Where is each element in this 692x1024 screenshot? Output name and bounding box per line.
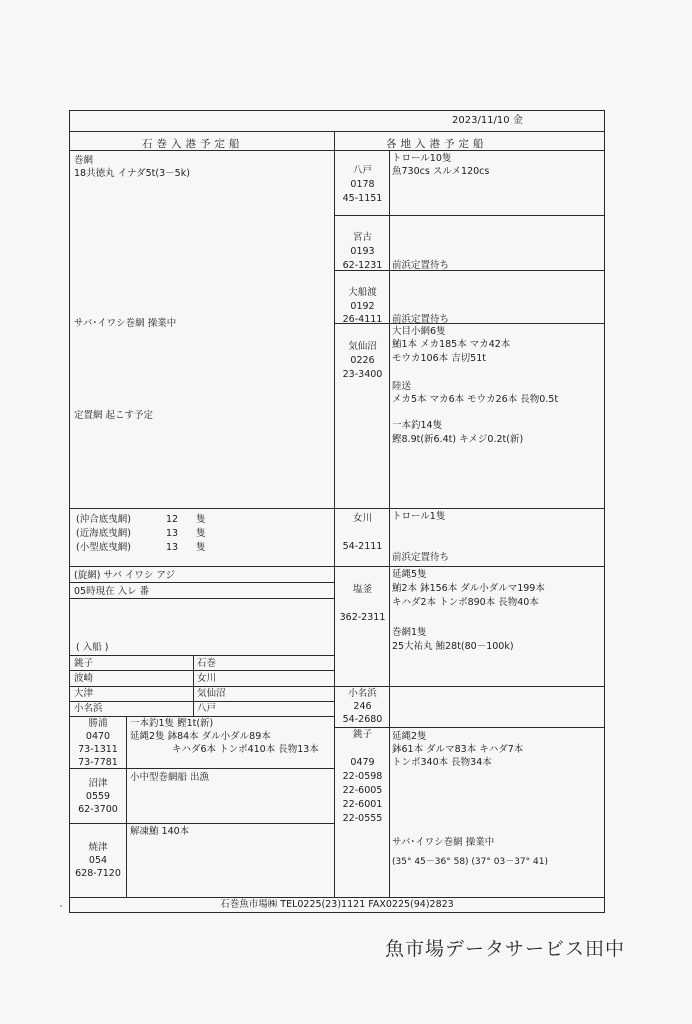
nyusen-from: 銚子 [74, 658, 94, 669]
port-name: 沼津 [88, 778, 108, 789]
port-detail: 25大祐丸 鮪28t(80－100k) [392, 641, 514, 652]
port-row-line [334, 566, 605, 567]
left-row-line [69, 823, 335, 824]
port-phone: 22-0555 [342, 813, 383, 824]
left-row-line [69, 566, 335, 567]
port-detail: メカ5本 マカ6本 モウカ26本 長物0.5t [392, 394, 559, 405]
port-detail: 小中型巻網船 出漁 [130, 772, 210, 783]
port-detail: トンボ340本 長物34本 [392, 757, 492, 768]
port-name: 宮古 [352, 232, 372, 243]
port-detail: 一本釣1隻 鰹1t(新) [130, 718, 214, 729]
nyusen-to: 石巻 [197, 658, 217, 669]
port-phone: 628-7120 [75, 868, 121, 879]
port-name: 勝浦 [88, 718, 108, 729]
left-row-line [69, 701, 335, 702]
nyusen-to: 女川 [197, 673, 217, 684]
port-name: 小名浜 [348, 688, 377, 699]
trawl-name: (沖合底曳網) [76, 514, 131, 525]
port-detail: 魚730cs スルメ120cs [392, 166, 490, 177]
port-phone: 0226 [350, 355, 375, 366]
nyusen-from: 小名浜 [74, 703, 103, 714]
nyusen-label: ( 入船 ) [76, 642, 109, 653]
port-phone: 0470 [85, 731, 111, 742]
port-detail: キハダ2本 トンボ890本 長物40本 [392, 597, 539, 608]
port-name: 塩釜 [352, 584, 372, 595]
ishinomaki-header: 石巻入港予定船 [142, 138, 244, 150]
port-detail: 延縄2隻 鉢84本 ダル小ダル89本 [130, 731, 271, 742]
port-detail: 鮪2本 鉢156本 ダル小ダルマ199本 [392, 583, 545, 594]
nyusen-from: 大津 [74, 688, 94, 699]
port-name: 銚子 [352, 729, 372, 740]
trawl-unit: 隻 [196, 542, 206, 553]
nyusen-divider [193, 655, 194, 716]
purse-seine-line: (旋網) サバ イワシ アジ [74, 570, 176, 581]
port-phone: 0479 [350, 757, 375, 768]
port-phone: 22-6001 [342, 799, 383, 810]
ishinomaki-line: サバ･イワシ巻網 操業中 [74, 318, 177, 329]
port-name: 女川 [352, 513, 372, 524]
trawl-count: 13 [166, 528, 179, 539]
port-detail: 前浜定置待ち [392, 314, 450, 325]
left-row-line [69, 582, 335, 583]
scan-speck [60, 905, 62, 907]
port-detail: トロール1隻 [392, 511, 446, 522]
port-detail: サバ･イワシ巻網 操業中 [392, 837, 495, 848]
port-name: 焼津 [88, 842, 108, 853]
purse-seine-line: 05時現在 入レ 番 [74, 586, 150, 597]
port-phone: 22-0598 [342, 771, 383, 782]
port-name: 気仙沼 [348, 341, 377, 352]
port-detail: 一本釣14隻 [392, 420, 443, 431]
left-row-line [69, 508, 335, 509]
port-detail: 陸送 [392, 381, 412, 392]
port-detail: 鮪1本 メカ185本 マカ42本 [392, 339, 511, 350]
port-detail: 前浜定置待ち [392, 552, 450, 563]
other-ports-header: 各地入港予定船 [386, 138, 488, 150]
port-phone: 73-7781 [78, 757, 118, 768]
nyusen-to: 八戸 [197, 703, 217, 714]
port-phone: 62-1231 [342, 260, 383, 271]
market-contact-footer: 石巻魚市場㈱ TEL0225(23)1121 FAX0225(94)2823 [220, 899, 454, 910]
trawl-count: 13 [166, 542, 179, 553]
port-detail: 鉢61本 ダルマ83本 キハダ7本 [392, 744, 524, 755]
ishinomaki-line: 18共徳丸 イナダ5t(3－5k) [74, 168, 190, 179]
port-phone: 0193 [350, 246, 375, 257]
port-detail: 巻網1隻 [392, 627, 427, 638]
port-row-line [334, 215, 605, 216]
left-row-line [69, 686, 335, 687]
left-row-line [69, 716, 335, 717]
port-phone: 246 [353, 701, 372, 712]
trawl-unit: 隻 [196, 528, 206, 539]
trawl-name: (小型底曳網) [76, 542, 131, 553]
port-detail: キハダ6本 トンボ410本 長物13本 [172, 744, 319, 755]
port-detail: (35° 45－36° 58) (37° 03－37° 41) [392, 857, 548, 867]
port-phone: 0178 [350, 179, 375, 190]
port-phone: 62-3700 [78, 804, 118, 815]
port-name: 大船渡 [348, 287, 377, 298]
port-detail: 大目小網6隻 [392, 326, 446, 337]
port-phone: 054 [88, 855, 108, 866]
left-row-line [69, 655, 335, 656]
port-phone: 0192 [350, 301, 375, 312]
port-phone: 26-4111 [342, 314, 383, 325]
port-detail: 鰹8.9t(新6.4t) キメジ0.2t(新) [392, 434, 524, 445]
port-row-line [334, 508, 605, 509]
nyusen-to: 気仙沼 [197, 688, 226, 699]
handwritten-signature: 魚市場データサービス田中 [385, 938, 626, 960]
port-phone: 54-2680 [342, 714, 383, 725]
ishinomaki-line: 定置網 起こす予定 [74, 410, 154, 421]
frame-right [604, 110, 605, 913]
port-phone: 73-1311 [78, 744, 118, 755]
frame-top [69, 110, 605, 111]
port-detail: 解凍鮪 140本 [130, 826, 190, 837]
trawl-count: 12 [166, 514, 179, 525]
port-row-line [334, 727, 605, 728]
port-name: 八戸 [352, 165, 372, 176]
port-detail: 延縄2隻 [392, 731, 427, 742]
trawl-name: (近海底曳網) [76, 528, 131, 539]
port-detail: 延縄5隻 [392, 569, 427, 580]
date-divider [69, 131, 605, 132]
port-row-line [334, 686, 605, 687]
port-detail: トロール10隻 [392, 153, 452, 164]
frame-bottom [69, 912, 605, 913]
report-date: 2023/11/10 金 [452, 115, 523, 126]
port-detail: モウカ106本 吉切51t [392, 353, 486, 364]
left-row-line [69, 670, 335, 671]
port-phone: 54-2111 [342, 541, 383, 552]
ishinomaki-line: 巻網 [74, 155, 94, 166]
left-row-line [69, 598, 335, 599]
port-detail: 前浜定置待ち [392, 260, 450, 271]
port-phone: 22-6005 [342, 785, 383, 796]
nyusen-from: 波崎 [74, 673, 94, 684]
port-phone: 45-1151 [342, 193, 383, 204]
port-phone: 362-2311 [339, 612, 386, 623]
port-phone: 23-3400 [342, 369, 383, 380]
footer-divider [69, 897, 605, 898]
trawl-unit: 隻 [196, 514, 206, 525]
port-phone: 0559 [85, 791, 111, 802]
